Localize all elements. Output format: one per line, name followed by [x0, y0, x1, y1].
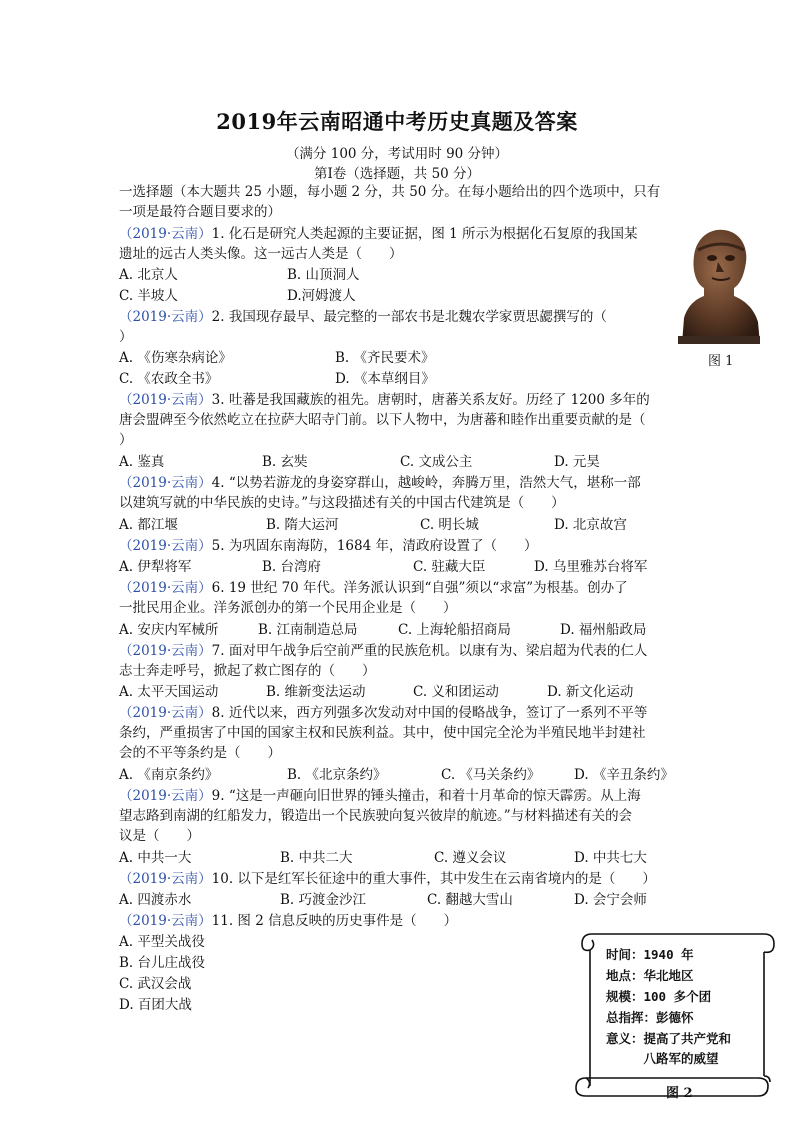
q2-option-c: C. 《农政全书》	[119, 371, 219, 387]
q7-option-b: B. 维新变法运动	[266, 684, 366, 700]
q1-option-a: A. 北京人	[119, 267, 178, 283]
q1-option-b: B. 山顶洞人	[287, 267, 360, 283]
question-source: （2019·云南）	[119, 309, 212, 325]
q7-option-a: A. 太平天国运动	[119, 684, 219, 700]
ancient-human-bust-image	[674, 226, 764, 344]
q10-option-a: A. 四渡赤水	[119, 892, 192, 908]
q7-option-d: D. 新文化运动	[547, 684, 634, 700]
question-3	[119, 390, 650, 410]
question-source: （2019·云南）	[119, 538, 212, 554]
question-source: （2019·云南）	[119, 788, 212, 804]
question-2	[119, 307, 607, 327]
q11-option-b: B. 台儿庄战役	[119, 955, 206, 971]
instructions-line-2: 一项是最符合题目要求的）	[119, 204, 281, 220]
question-6	[119, 578, 628, 598]
question-9-continued-2: 议是（ ）	[119, 828, 200, 844]
question-text: 3. 吐蕃是我国藏族的祖先。唐朝时，唐蕃关系友好。历经了 1200 多年的	[211, 392, 650, 408]
q5-option-c: C. 驻藏大臣	[413, 559, 486, 575]
figure-2-caption: 图 2	[666, 1086, 693, 1101]
q8-option-b: B. 《北京条约》	[287, 767, 387, 783]
scroll-line-significance: 意义：提高了共产党和	[606, 1031, 732, 1046]
question-source: （2019·云南）	[119, 226, 212, 242]
q9-option-d: D. 中共七大	[574, 850, 647, 866]
question-9	[119, 786, 641, 806]
question-1-continued: 遗址的远古人类头像。这一远古人类是（ ）	[119, 246, 403, 262]
question-text: 8. 近代以来，西方列强多次发动对中国的侵略战争，签订了一系列不平等	[211, 705, 648, 721]
q4-option-b: B. 隋大运河	[266, 517, 339, 533]
q1-option-c: C. 半坡人	[119, 288, 178, 304]
question-5	[119, 536, 537, 556]
q11-option-c: C. 武汉会战	[119, 976, 192, 992]
scroll-line-commander: 总指挥：彭德怀	[606, 1010, 694, 1025]
instructions-line-1: 一选择题（本大题共 25 小题，每小题 2 分，共 50 分。在每小题给出的四个选项中，只有	[119, 184, 661, 200]
question-11	[119, 911, 457, 931]
question-4	[119, 473, 641, 493]
question-3-continued: 唐会盟碑至今依然屹立在拉萨大昭寺门前。以下人物中，为唐蕃和睦作出重要贡献的是（	[119, 412, 646, 428]
q9-option-b: B. 中共二大	[280, 850, 353, 866]
scroll-line-time: 时间：1940 年	[606, 947, 694, 962]
question-source: （2019·云南）	[119, 913, 212, 929]
q10-option-c: C. 翻越大雪山	[427, 892, 513, 908]
q10-option-d: D. 会宁会师	[574, 892, 647, 908]
q7-option-c: C. 义和团运动	[413, 684, 499, 700]
question-8-continued: 条约，严重损害了中国的国家主权和民族利益。其中，使中国完全沦为半殖民地半封建社	[119, 725, 646, 741]
q8-option-d: D. 《辛丑条约》	[574, 767, 674, 783]
question-9-continued: 望志路到南湖的红船发力，锻造出一个民族驶向复兴彼岸的航迹。”与材料描述有关的会	[119, 808, 633, 824]
question-text: 1. 化石是研究人类起源的主要证据，图 1 所示为根据化石复原的我国某	[211, 226, 638, 242]
question-10	[119, 869, 656, 889]
question-source: （2019·云南）	[119, 475, 212, 491]
question-8	[119, 703, 647, 723]
q3-option-d: D. 元昊	[554, 454, 600, 470]
question-source: （2019·云南）	[119, 871, 212, 887]
question-3-continued-2: ）	[119, 432, 133, 448]
figure-1-caption: 图 1	[708, 354, 734, 369]
question-source: （2019·云南）	[119, 643, 212, 659]
question-source: （2019·云南）	[119, 580, 212, 596]
question-6-continued: 一批民用企业。洋务派创办的第一个民用企业是（ ）	[119, 600, 457, 616]
question-text: 9. “这是一声砸向旧世界的锤头撞击，和着十月革命的惊天霹雳。从上海	[211, 788, 641, 804]
question-text: 10. 以下是红军长征途中的重大事件，其中发生在云南省境内的是（ ）	[211, 871, 656, 887]
q2-option-a: A. 《伤寒杂病论》	[119, 350, 232, 366]
question-source: （2019·云南）	[119, 705, 212, 721]
question-7-continued: 志士奔走呼号，掀起了救亡图存的（ ）	[119, 663, 376, 679]
question-2-continued: ）	[119, 329, 133, 345]
page-title: 2019年云南昭通中考历史真题及答案	[216, 109, 578, 134]
q4-option-a: A. 都江堰	[119, 517, 178, 533]
q6-option-c: C. 上海轮船招商局	[398, 622, 511, 638]
q3-option-a: A. 鉴真	[119, 454, 165, 470]
q11-option-d: D. 百团大战	[119, 997, 192, 1013]
question-7	[119, 641, 647, 661]
q6-option-d: D. 福州船政局	[560, 622, 647, 638]
q8-option-a: A. 《南京条约》	[119, 767, 219, 783]
q3-option-c: C. 文成公主	[400, 454, 473, 470]
q5-option-d: D. 乌里雅苏台将军	[534, 559, 648, 575]
section-heading: 第Ⅰ卷（选择题，共 50 分）	[313, 166, 481, 182]
question-text: 5. 为巩固东南海防，1684 年，清政府设置了（ ）	[211, 538, 538, 554]
question-text: 11. 图 2 信息反映的历史事件是（ ）	[211, 913, 458, 929]
q9-option-a: A. 中共一大	[119, 850, 192, 866]
q4-option-d: D. 北京故宫	[554, 517, 627, 533]
question-text: 6. 19 世纪 70 年代。洋务派认识到“自强”须以“求富”为根基。创办了	[211, 580, 628, 596]
scroll-line-scale: 规模：100 多个团	[606, 989, 712, 1004]
q4-option-c: C. 明长城	[420, 517, 479, 533]
q5-option-b: B. 台湾府	[262, 559, 322, 575]
question-text: 2. 我国现存最早、最完整的一部农书是北魏农学家贾思勰撰写的（	[211, 309, 607, 325]
scroll-line-significance-2: 八路军的威望	[606, 1051, 719, 1066]
q5-option-a: A. 伊犁将军	[119, 559, 192, 575]
q6-option-b: B. 江南制造总局	[258, 622, 358, 638]
q9-option-c: C. 遵义会议	[434, 850, 507, 866]
q3-option-b: B. 玄奘	[262, 454, 308, 470]
q2-option-d: D. 《本草纲目》	[335, 371, 435, 387]
question-8-continued-2: 会的不平等条约是（ ）	[119, 745, 281, 761]
question-1	[119, 224, 638, 244]
q1-option-d: D.河姆渡人	[287, 288, 356, 304]
q10-option-b: B. 巧渡金沙江	[280, 892, 367, 908]
scroll-line-location: 地点：华北地区	[606, 968, 694, 983]
question-text: 7. 面对甲午战争后空前严重的民族危机。以康有为、梁启超为代表的仁人	[211, 643, 648, 659]
q6-option-a: A. 安庆内军械所	[119, 622, 219, 638]
q2-option-b: B. 《齐民要术》	[335, 350, 435, 366]
q8-option-c: C. 《马关条约》	[441, 767, 541, 783]
question-4-continued: 以建筑写就的中华民族的史诗。”与这段描述有关的中国古代建筑是（ ）	[119, 495, 565, 511]
exam-info: （满分 100 分，考试用时 90 分钟）	[285, 146, 509, 162]
q11-option-a: A. 平型关战役	[119, 934, 205, 950]
question-source: （2019·云南）	[119, 392, 212, 408]
question-text: 4. “以势若游龙的身姿穿群山，越峻岭，奔腾万里，浩然大气，堪称一部	[211, 475, 641, 491]
